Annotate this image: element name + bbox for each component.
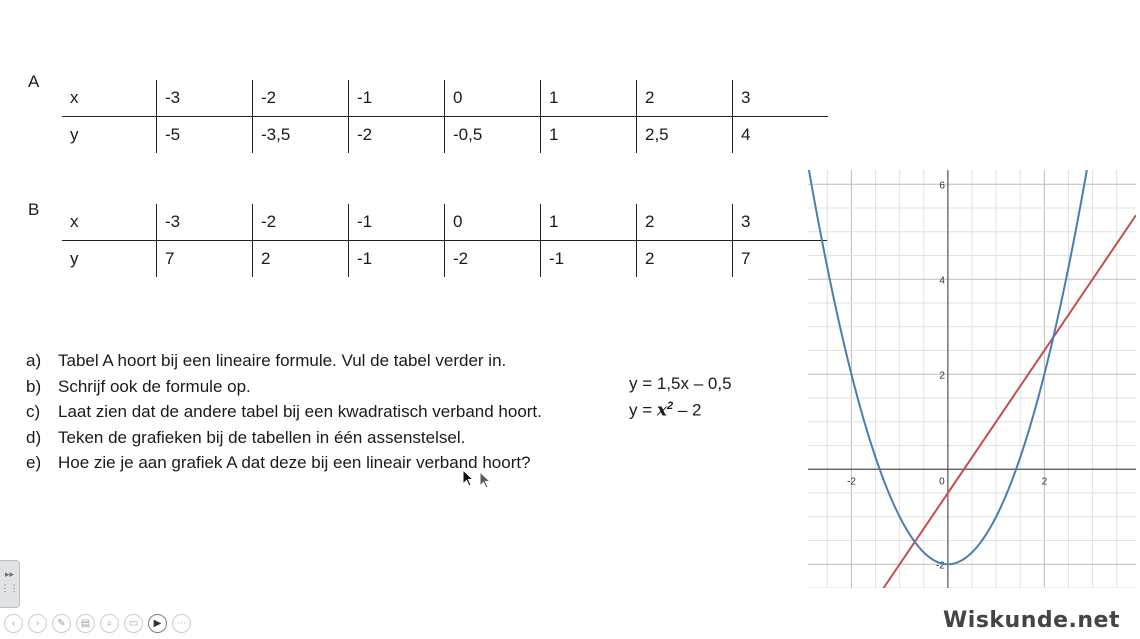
table-b-y-header: y: [70, 249, 79, 268]
x-tick-label: 2: [1041, 476, 1048, 488]
table-b-y-cell: 2: [253, 241, 349, 278]
table-a-y-cell: 4: [733, 117, 829, 154]
table-a-x-cell: 0: [445, 80, 541, 117]
y-tick-label: 2: [939, 370, 945, 382]
zoom-icon[interactable]: ⌕: [100, 614, 119, 633]
y-tick-label: -2: [935, 560, 945, 572]
table-a-label: A: [28, 72, 40, 91]
table-a-x-cell: 3: [733, 80, 829, 117]
answer-c-prefix: y =: [629, 400, 657, 420]
table-b-y-row: [62, 241, 828, 278]
question-list: [26, 348, 542, 476]
table-b-y-cell: -1: [541, 241, 637, 278]
table-a-y-cell: -3,5: [253, 117, 349, 154]
coordinate-graph: [808, 170, 1136, 588]
table-b-x-header: x: [62, 204, 157, 241]
question-letter: d): [26, 427, 42, 447]
side-panel-handle[interactable]: [0, 560, 20, 608]
question-letter: e): [26, 453, 42, 472]
table-b-x-cell: 3: [733, 204, 829, 241]
x-tick-label: 0: [939, 476, 945, 488]
grip-icon: ⋮⋮: [0, 583, 19, 593]
question-item: [26, 425, 542, 451]
video-icon[interactable]: ▶: [148, 614, 167, 633]
answer-c-exponent: 2: [667, 400, 674, 412]
table-a-y-header: y: [70, 125, 79, 144]
table-a-x-row: [62, 80, 828, 117]
side-handle-arrows-icon: ▸▸: [4, 569, 15, 579]
mouse-cursor-icon: [479, 471, 493, 491]
table-a-x-cell: -2: [253, 80, 349, 117]
question-item: [26, 374, 542, 400]
question-letter: a): [26, 351, 42, 370]
answer-c-var: x: [656, 400, 668, 421]
question-letter: b): [26, 376, 42, 396]
table-b-x-row: [62, 204, 828, 241]
table-b-y-cell: 7: [733, 241, 829, 278]
print-icon[interactable]: ▤: [76, 614, 95, 633]
x-tick-label: -2: [846, 476, 856, 488]
table-b-x-cell: 0: [445, 204, 541, 241]
question-text: Laat zien dat de andere tabel bij een kwadratisch verband hoort.: [58, 402, 542, 421]
table-b-x-cell: 1: [541, 204, 637, 241]
prev-icon[interactable]: ‹: [4, 614, 23, 633]
table-b-y-cell: 7: [157, 241, 253, 278]
table-a-x-cell: -3: [157, 80, 253, 117]
table-a-y-cell: 1: [541, 117, 637, 154]
question-text: Tabel A hoort bij een lineaire formule. Vul de tabel verder in.: [58, 351, 507, 370]
answer-c-suffix: – 2: [673, 400, 702, 420]
answer-c-formula: [629, 400, 702, 421]
table-a-x-cell: 2: [637, 80, 733, 117]
question-item: [26, 348, 542, 374]
table-a-y-cell: -5: [157, 117, 253, 154]
question-item: [26, 399, 542, 425]
player-toolbar: [4, 614, 191, 633]
mouse-cursor-icon: [462, 469, 476, 489]
table-a-y-row: [62, 117, 828, 154]
table-b-x-cell: -1: [349, 204, 445, 241]
more-icon[interactable]: ⋯: [172, 614, 191, 633]
table-b-y-cell: -2: [445, 241, 541, 278]
pen-icon[interactable]: ✎: [52, 614, 71, 633]
next-icon[interactable]: ›: [28, 614, 47, 633]
table-b: [62, 204, 828, 277]
brand-logo: Wiskunde.net: [943, 608, 1120, 633]
y-tick-label: 4: [939, 275, 945, 287]
table-a-y-cell: 2,5: [637, 117, 733, 154]
table-a: [62, 80, 828, 153]
table-a-x-cell: -1: [349, 80, 445, 117]
question-text: Hoe zie je aan grafiek A dat deze bij een lineair verband hoort?: [58, 453, 531, 472]
question-text: Teken de grafieken bij de tabellen in één assenstelsel.: [58, 427, 466, 447]
table-b-x-cell: 2: [637, 204, 733, 241]
question-text: Schrijf ook de formule op.: [58, 376, 251, 396]
question-letter: c): [26, 402, 41, 421]
table-b-y-cell: 2: [637, 241, 733, 278]
table-a-y-cell: -0,5: [445, 117, 541, 154]
table-b-x-cell: -3: [157, 204, 253, 241]
window-icon[interactable]: ▭: [124, 614, 143, 633]
table-a-x-cell: 1: [541, 80, 637, 117]
y-tick-label: 6: [939, 180, 945, 192]
table-b-x-cell: -2: [253, 204, 349, 241]
table-b-label: B: [28, 200, 40, 219]
table-a-y-cell: -2: [349, 117, 445, 154]
answer-b-formula: y = 1,5x – 0,5: [629, 374, 732, 393]
table-a-x-header: x: [62, 80, 157, 117]
table-b-y-cell: -1: [349, 241, 445, 278]
